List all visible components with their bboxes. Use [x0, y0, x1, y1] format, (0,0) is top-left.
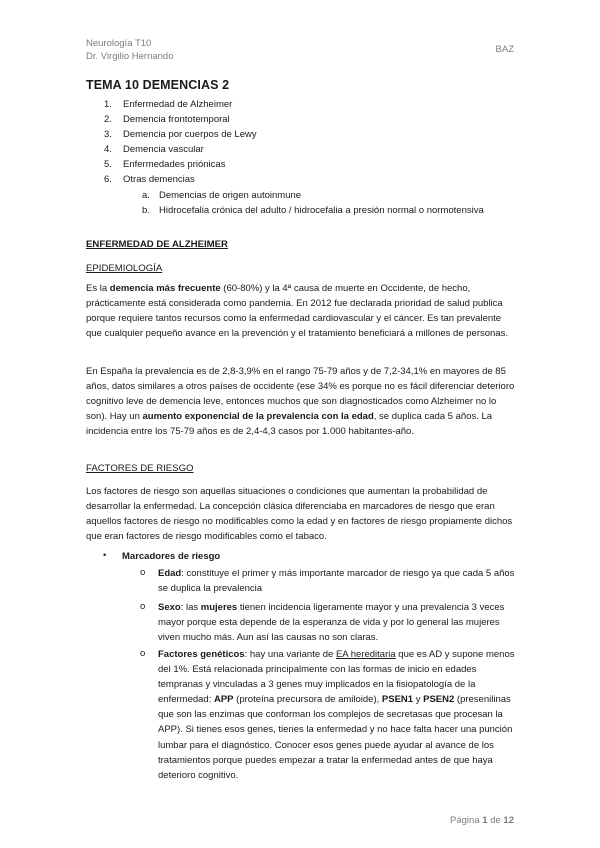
subsection-heading-epidemiologia: EPIDEMIOLOGÍA	[86, 263, 163, 274]
sub-bullet-marker: o	[140, 601, 146, 612]
section-heading-alzheimer: ENFERMEDAD DE ALZHEIMER	[86, 239, 228, 250]
sub-list-item	[86, 203, 526, 218]
list-item	[86, 112, 526, 127]
section-heading-factores-riesgo: FACTORES DE RIESGO	[86, 463, 194, 474]
list-item-number: 5.	[104, 159, 112, 171]
sub-list-item-text: Hidrocefalia crónica del adulto / hidrocefalia a presión normal o normotensiva	[159, 204, 484, 216]
list-item	[86, 127, 526, 142]
list-item-text: Enfermedad de Alzheimer	[123, 99, 233, 110]
page-title: TEMA 10 DEMENCIAS 2	[86, 78, 230, 92]
page-footer: Página 1 de 12	[450, 815, 514, 826]
list-item-text: Demencia vascular	[123, 144, 204, 156]
sub-list-item-text: Demencias de origen autoinmune	[159, 189, 302, 201]
list-item-text: Demencia frontotemporal	[123, 114, 230, 126]
sub-list-item-letter: b.	[142, 204, 150, 216]
list-item-number: 3.	[104, 129, 112, 141]
header-author: BAZ	[495, 44, 514, 55]
bullet-marker: •	[103, 550, 107, 561]
sub-list-item	[86, 188, 526, 203]
paragraph-epidemiology-2: En España la prevalencia es de 2,8-3,9% en el rango 75-79 años y de 7,2-34,1% en mayores de 85 años, datos similares a otros países de occidente (ese 34% es porque no es fácil diferenciar deterioro cognitivo leve de demencia leve, entonces muchos que son diagnosticados como Alzheimer no lo son). Hay un aumento exponencial de la prevalencia con la edad, se duplica cada 5 años. La incidencia entre los 75-79 años es de 2,4-4,3 casos por 1.000 habitantes-año.	[86, 366, 515, 438]
paragraph-epidemiology-1: Es la demencia más frecuente (60-80%) y la 4ª causa de muerte en Occidente, de hecho, prácticamente está considerada como pandemia. En 2012 fue declarada prioridad de salud publica porque requiere tantos recursos como la enfermedad cardiovascular y el cáncer. Es tan prevalente que cualquier pequeño avance en la prevención y el tratamiento beneficiará a millones de personas.	[86, 283, 508, 340]
list-item-text: Otras demencias	[123, 174, 195, 186]
paragraph-risk-factors: Los factores de riesgo son aquellas situaciones o condiciones que aumentan la probabilidad de desarrollar la enfermedad. La concepción clásica diferenciaba en marcadores de riesgo que eran aquellos factores de riesgo no modificables como la edad y en factores de riesgo propiamente dichos que eran factores de riesgo modificables como el tabaco.	[86, 486, 513, 543]
list-item-number: 2.	[104, 114, 112, 126]
header-course: Neurología T10	[86, 38, 152, 49]
sub-item-sexo: Sexo: las mujeres tienen incidencia ligeramente mayor y una prevalencia 3 veces mayor porque esta depende de la esperanza de vida y por lo general las mujeres viven mucho más. Aun así las causas no son claras.	[158, 602, 505, 644]
list-item	[86, 97, 526, 112]
list-item-number: 6.	[104, 174, 112, 186]
bullet-item-marcadores: Marcadores de riesgo	[122, 551, 221, 562]
list-item-number: 4.	[104, 144, 112, 156]
list-item-number: 1.	[104, 99, 112, 110]
sub-item-edad: Edad: constituye el primer y más importante marcador de riesgo ya que cada 5 años se duplica la prevalencia	[158, 568, 515, 595]
sub-bullet-marker: o	[140, 567, 146, 578]
list-item-text: Enfermedades priónicas	[123, 159, 226, 171]
list-item	[86, 172, 526, 187]
header-professor: Dr. Virgilio Hernando	[86, 51, 174, 62]
list-item	[86, 142, 526, 157]
sub-bullet-marker: o	[140, 648, 146, 659]
sub-item-factores-geneticos: Factores genéticos: hay una variante de EA hereditaria que es AD y supone menos del 1%. Está relacionada principalmente con las formas de inicio en edades tempranas y vinculadas a 3 genes muy implicados en la fisiopatología de la enfermedad: APP (proteína precursora de amiloide), PSEN1 y PSEN2 (presenilinas que son las enzimas que conforman los complejos de secretasas que procesan la APP). Si tienes esos genes, tienes la enfermedad y no hace falta hacer una punción lumbar para el diagnóstico. Conocer esos genes puede ayudar al avance de los tratamientos porque puedes empezar a tratar la enfermedad antes de que haya deterioro cognitivo.	[158, 649, 515, 781]
sub-list-item-letter: a.	[142, 189, 150, 201]
list-item-text: Demencia por cuerpos de Lewy	[123, 129, 257, 141]
list-item	[86, 157, 526, 172]
table-of-contents	[86, 97, 526, 218]
